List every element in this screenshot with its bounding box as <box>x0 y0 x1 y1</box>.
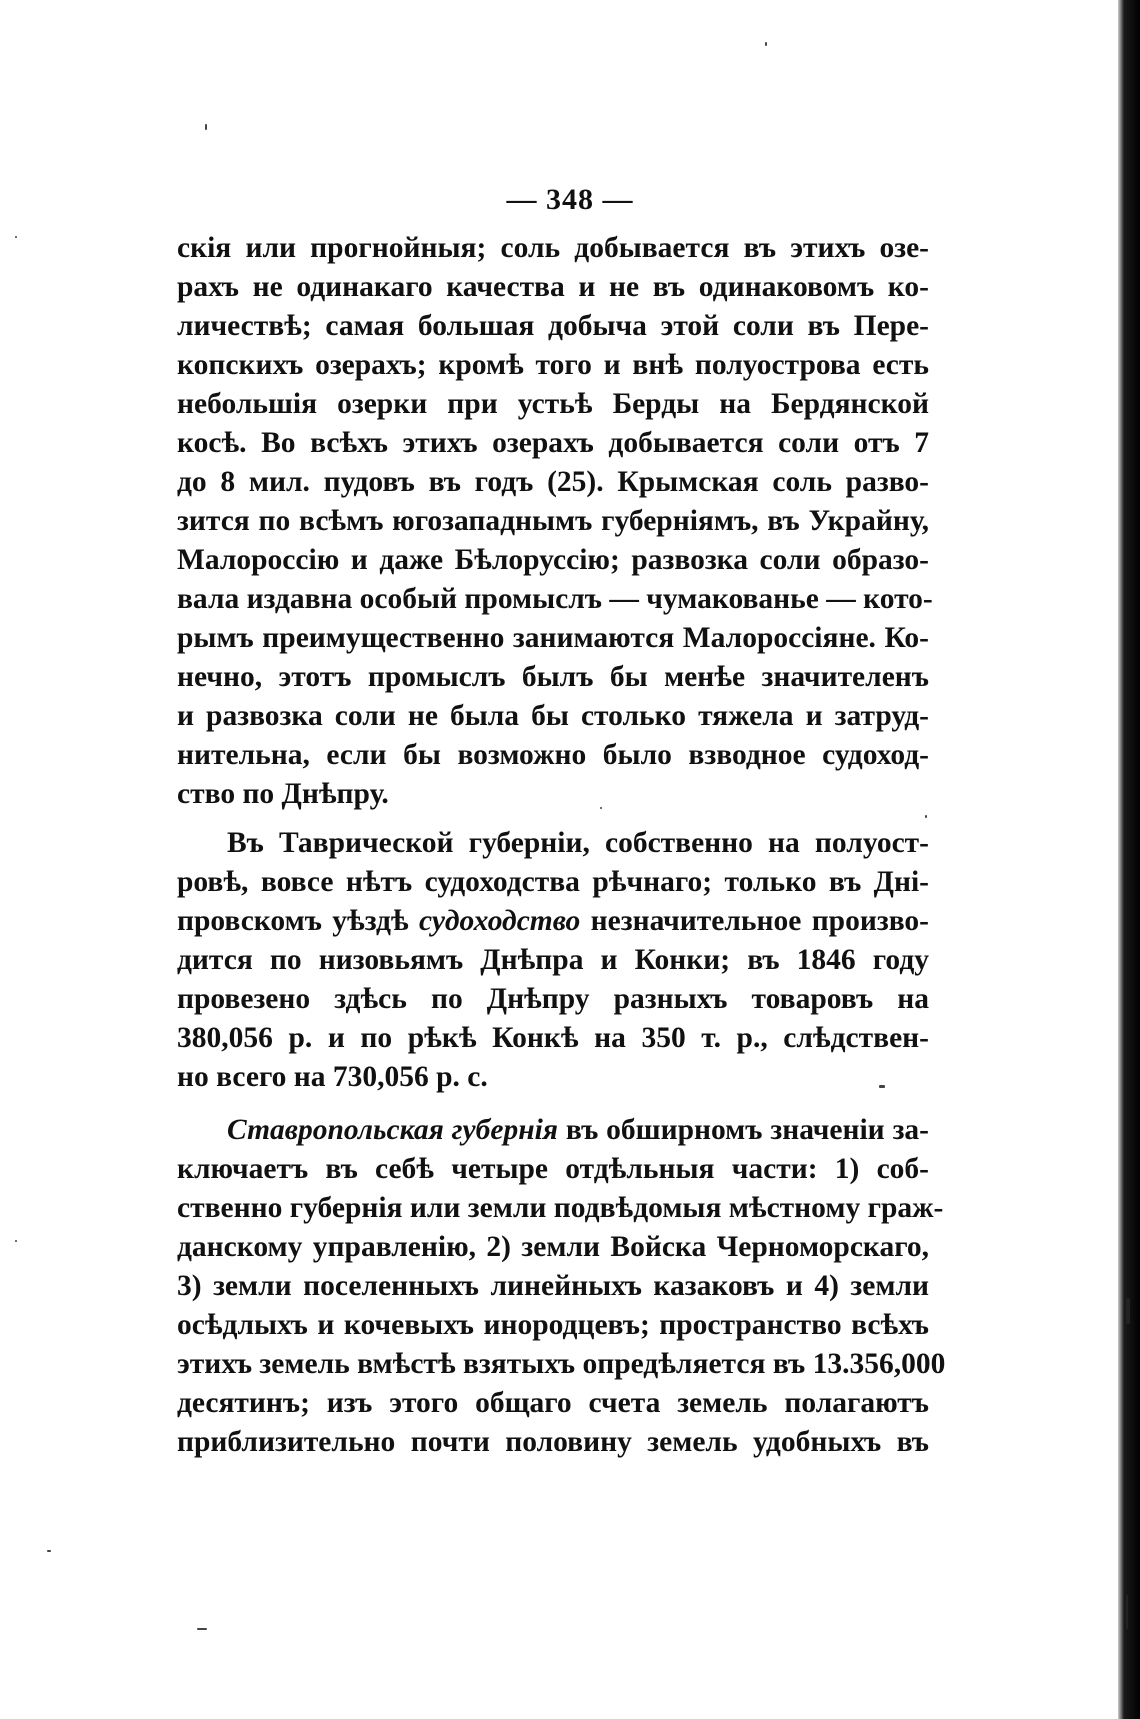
text-line: 3) земли поселенныхъ линейныхъ казаковъ и 4) земли <box>177 1270 929 1302</box>
text-line: рахъ не одинакаго качества и не въ одинаковомъ ко- <box>177 271 929 303</box>
text-line <box>177 1111 929 1150</box>
text-line: ство по Днѣпру. <box>177 778 389 810</box>
text-line: ключаетъ въ себѣ четыре отдѣльныя части: 1) соб- <box>177 1153 929 1185</box>
text-line: ровѣ, вовсе нѣтъ судоходства рѣчнаго; только въ Дні- <box>177 866 929 898</box>
italic-heading: Ставропольская губернія <box>227 1114 558 1146</box>
edge-mark <box>1126 1595 1128 1629</box>
text-line: нечно, этотъ промыслъ былъ бы менѣе значителенъ <box>177 661 929 693</box>
text-line: 380,056 р. и по рѣкѣ Конкѣ на 350 т. р., слѣдствен- <box>177 1022 929 1054</box>
text-run: провскомъ уѣздѣ <box>177 905 419 937</box>
text-line: рымъ преимущественно занимаются Малороссіяне. Ко- <box>177 622 929 654</box>
text-line: скія или прогнойныя; соль добывается въ этихъ озе- <box>177 232 929 264</box>
text-line <box>177 902 929 941</box>
text-line: десятинъ; изъ этого общаго счета земель полагаютъ <box>177 1387 929 1419</box>
page-binding-edge <box>1118 0 1140 1719</box>
paragraph-salt-transport <box>177 229 933 814</box>
text-line: Въ Таврической губерніи, собственно на полуост- <box>227 827 929 859</box>
paragraph-tauride <box>177 824 929 1097</box>
text-line: и развозка соли не была бы столько тяжела и затруд- <box>177 700 929 732</box>
text-line: данскому управленію, 2) земли Войска Черноморскаго, <box>177 1231 929 1263</box>
text-line: небольшія озерки при устьѣ Берды на Бердянской <box>177 388 929 420</box>
body-text <box>177 229 946 1462</box>
text-run: въ обширномъ значеніи за- <box>557 1114 929 1146</box>
speck <box>765 42 767 46</box>
text-line: осѣдлыхъ и кочевыхъ инородцевъ; пространство всѣхъ <box>177 1309 929 1341</box>
text-line: этихъ земель вмѣстѣ взятыхъ опредѣляется въ 13.356,000 <box>177 1348 946 1380</box>
text-line: но всего на 730,056 р. с. <box>177 1061 488 1093</box>
text-line: вала издавна особый промыслъ — чумакованье — кото- <box>177 583 933 615</box>
edge-mark <box>1126 1298 1130 1324</box>
text-line: провезено здѣсь по Днѣпру разныхъ товаровъ на <box>177 983 929 1015</box>
paragraph-stavropol <box>177 1111 946 1462</box>
text-line: копскихъ озерахъ; кромѣ того и внѣ полуострова есть <box>177 349 929 381</box>
text-line: нительна, если бы возможно было взводное судоход- <box>177 739 929 771</box>
text-line: зится по всѣмъ югозападнымъ губерніямъ, въ Украйну, <box>177 505 929 537</box>
text-run: незначительное произво- <box>580 905 929 937</box>
text-line: ственно губернія или земли подвѣдомыя мѣстному граж- <box>177 1192 944 1224</box>
speck <box>205 124 207 130</box>
speck <box>47 1550 51 1552</box>
page-number: — 348 — <box>506 183 634 216</box>
speck <box>15 236 17 238</box>
speck <box>197 1628 207 1630</box>
text-line: косѣ. Во всѣхъ этихъ озерахъ добывается соли отъ 7 <box>177 427 929 459</box>
text-line: личествѣ; самая большая добыча этой соли въ Пере- <box>177 310 929 342</box>
text-line: приблизительно почти половину земель удобныхъ въ <box>177 1426 929 1458</box>
speck <box>15 1240 17 1242</box>
text-line: Малороссію и даже Бѣлоруссію; развозка соли образо- <box>177 544 929 576</box>
text-line: до 8 мил. пудовъ въ годъ (25). Крымская соль разво- <box>177 466 929 498</box>
text-line: дится по низовьямъ Днѣпра и Конки; въ 1846 году <box>177 944 929 976</box>
italic-term: судоходство <box>418 905 581 937</box>
